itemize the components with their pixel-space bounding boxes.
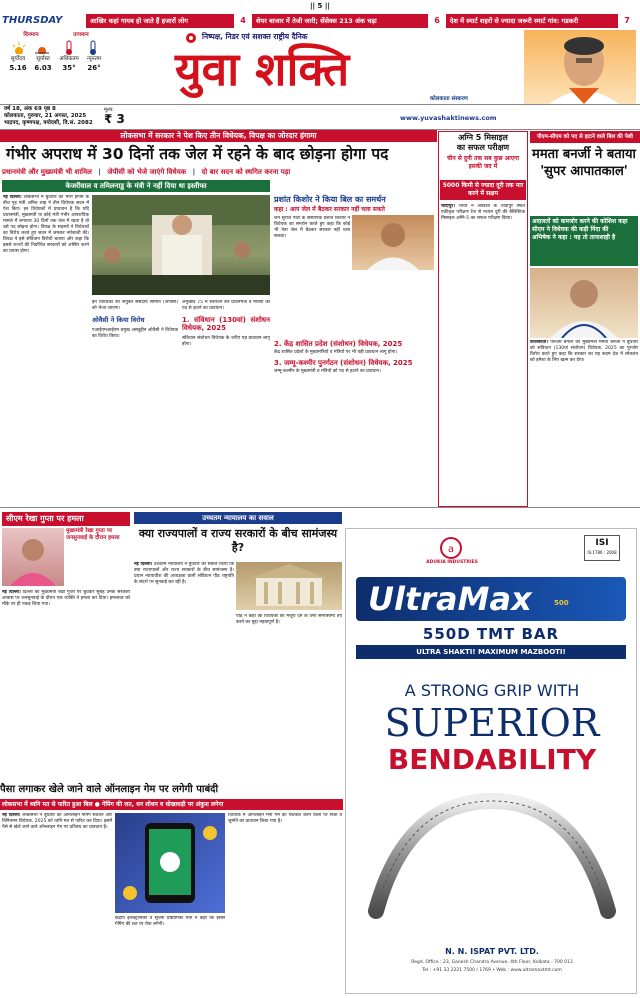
ticker-person-photo bbox=[524, 30, 636, 104]
governor-body: नई दिल्ली। उच्चतम न्यायालय ने बुधवार को सवाल किया कि क्या राज्यपालों और राज्य सरकारों के बीच सामंजस्य है। प्रधान न्यायाधीश की अध्यक्षता वाली संविधान पीठ राष्ट्रपति के संदर्भ पर सुनवाई कर रही है। bbox=[134, 562, 234, 585]
lead-body-col2: इन विधेयकों को संयुक्त संसदीय समिति (जेपीसी) को भेजा जाएगा। ओवैसी ने किया विरोध एआईएमआईएम प्रमुख असदुद्दीन ओवैसी ने विधेयक का विरोध किया। bbox=[92, 300, 178, 339]
col3-head: 1. संविधान (130वां) संशोधन विधेयक, 2025 bbox=[182, 316, 270, 332]
mamata-headline: ममता बनर्जी ने बताया 'सुपर आपातकाल' bbox=[532, 147, 636, 179]
min-label: न्यूनतम bbox=[86, 56, 102, 62]
mamata-subs bbox=[530, 216, 638, 266]
lead-sub-sep2: | bbox=[192, 168, 196, 176]
price-value: ₹ 3 bbox=[104, 112, 125, 126]
gaming-body-1: नई दिल्ली। लोकसभा ने बुधवार को ऑनलाइन गेमिंग संवर्धन और विनियमन विधेयक, 2025 को ध्वनि मत से पारित कर दिया। इसमें पैसे से खेले जाने वाले ऑनलाइन गेम पर प्रतिबंध का प्रावधान है। bbox=[2, 813, 112, 830]
isi-cert: IS:1786 : 2008 bbox=[587, 549, 617, 555]
agni-head-1: अग्नि 5 मिसाइल bbox=[458, 133, 508, 142]
thermometer-icon bbox=[62, 40, 76, 56]
parliament-photo bbox=[92, 195, 270, 295]
advert-line1: A STRONG GRIP WITH bbox=[404, 681, 580, 700]
gaming-headline: पैसा लगाकर खेले जाने वाले ऑनलाइन गेम पर लगेगी पाबंदी bbox=[0, 784, 219, 795]
agni-highlight: 5000 किमी से ज्यादा दूरी तक मार करने में सक्षम bbox=[440, 180, 526, 200]
ticker-2-num: 4 bbox=[236, 14, 250, 28]
prashant-headline: प्रशांत किशोर ने किया बिल का समर्थन bbox=[274, 195, 386, 204]
lead-body-col3: अनुच्छेद 75 में संशोधन कर प्रधानमंत्री व मंत्रियों को पद से हटाने का प्रावधान। 1. संविधान (130वां) संशोधन विधेयक, 2025 संविधान संशोधन विधेयक के जरिए यह प्रावधान लागू होगा। bbox=[182, 300, 270, 347]
lead-subheads bbox=[2, 167, 437, 178]
weather-label-temp: तापमान bbox=[73, 32, 89, 38]
agni-body: चांदीपुर। भारत ने ओडिशा के चांदीपुर स्थित एकीकृत परीक्षण रेंज से मध्यम दूरी की बैलिस्टिक मिसाइल अग्नि-5 का सफल परीक्षण किया। bbox=[441, 204, 525, 221]
prashant-photo bbox=[352, 215, 434, 270]
advert-company: ADUKIA INDUSTRIES bbox=[426, 560, 478, 565]
governor-bar: उच्चतम न्यायालय का सवाल bbox=[134, 512, 342, 524]
advert-line3: BENDABILITY bbox=[387, 743, 597, 776]
lead-body-col1 bbox=[3, 195, 89, 505]
col4-head-2: 3. जम्मू-कश्मीर पुनर्गठन (संशोधन) विधेयक, 2025 bbox=[274, 359, 413, 367]
edition-calendar: भाद्रपद, कृष्णपक्ष, त्रयोदशी, वि.सं. 2082 bbox=[4, 120, 93, 126]
sunrise-icon bbox=[12, 42, 26, 54]
bent-tmt-bar-icon bbox=[366, 791, 618, 941]
gaming-body-2: केंद्रीय इलेक्ट्रॉनिकी व सूचना प्रौद्योगिकी मंत्री ने कहा कि इससे गेमिंग की लत पर रोक लगेगी। bbox=[115, 916, 225, 927]
agni-head-2: का सफल परीक्षण bbox=[456, 143, 510, 152]
sunrise-time: 5.16 bbox=[9, 64, 27, 72]
cm-body: नई दिल्ली। दिल्ली की मुख्यमंत्री रेखा गुप्ता पर बुधवार सुबह उनके सरकारी आवास पर जनसुनवाई के दौरान एक व्यक्ति ने हमला कर दिया। हमलावर को मौके पर ही पकड़ लिया गया। bbox=[2, 590, 130, 607]
min-temp: 26° bbox=[87, 64, 101, 72]
lead-dateline: नई दिल्ली। bbox=[3, 195, 22, 200]
gaming-dateline: नई दिल्ली। bbox=[2, 813, 21, 818]
kolkata-edition: कोलकाता संस्करण bbox=[430, 96, 468, 102]
gaming-photo bbox=[115, 813, 225, 913]
ticker-3[interactable]: देश में स्मार्ट शहरों से ज्यादा जरूरी स्मार्ट गांव: गडकरी bbox=[446, 14, 618, 28]
tagline: निष्पक्ष, निडर एवं सशक्त राष्ट्रीय दैनिक bbox=[202, 32, 308, 41]
lead-sub-3: दो बार सदन को स्थगित करना पड़ा bbox=[201, 168, 291, 176]
sunset-time: 6.03 bbox=[34, 64, 52, 72]
agni-sub: चीन से दुनी तक सब कुछ आएगा इसकी जद में bbox=[446, 155, 520, 170]
isi-mark bbox=[584, 535, 620, 561]
max-label: अधिकतम bbox=[59, 56, 79, 62]
ticker-2[interactable]: शेयर बाजार में तेजी जारी; सेंसेक्स 213 अंक चढ़ा bbox=[252, 14, 428, 28]
mamata-photo bbox=[530, 268, 638, 338]
lead-kicker: लोकसभा में सरकार ने पेश किए तीन विधेयक, विपक्ष का जोरदार हंगामा bbox=[0, 130, 437, 142]
svg-text:a: a bbox=[447, 544, 455, 555]
mamata-body: कोलकाता। पश्चिम बंगाल की मुख्यमंत्री ममता बनर्जी ने बुधवार को संविधान (130वां संशोधन) विधेयक, 2025 का पुरजोर विरोध करते हुए कहा कि सरकार का यह कदम देश में लोकतंत्र को हमेशा के लिए खत्म कर देगा। bbox=[530, 340, 638, 363]
brand-title: युवा शक्ति bbox=[175, 42, 350, 96]
col2-head: ओवैसी ने किया विरोध bbox=[92, 316, 145, 324]
weather-label-day: दिनमान bbox=[23, 32, 39, 38]
advert-brand: UltraMax bbox=[368, 580, 532, 618]
agni-dateline: चांदीपुर। bbox=[441, 204, 455, 209]
advert-panel[interactable] bbox=[345, 528, 637, 994]
adukia-logo-icon bbox=[438, 537, 464, 559]
prashant-kicker: कहा : आप जेल में बैठकर सरकार नहीं चला सकते bbox=[274, 206, 385, 213]
advert-line2: SUPERIOR bbox=[384, 701, 600, 745]
lead-sub-2: जेपीसी को भेजे जाएंगे विधेयक bbox=[107, 168, 187, 176]
advert-firm: N. N. ISPAT PVT. LTD. bbox=[445, 947, 539, 956]
advert-address: Regd. Office : 23, Ganesh Chandra Avenue, 4th Floor, Kolkata - 700 013 bbox=[411, 960, 573, 965]
cm-headline: सीएम रेखा गुप्ता पर हमला bbox=[2, 512, 130, 526]
advert-slogan: ULTRA SHAKTI! MAXIMUM MAZBOOTI! bbox=[356, 645, 626, 659]
cm-subhead: मुख्यमंत्री रेखा गुप्ता पर जनसुनवाई के दौरान हमला bbox=[66, 528, 120, 541]
gaming-sub: लोकसभा में ध्वनि मत से पारित हुआ बिल ● गेमिंग की लत, धन शोधन व धोखाधड़ी पर अंकुश लगेगा bbox=[0, 799, 343, 810]
cold-icon bbox=[86, 40, 100, 56]
lead-body-col4: 2. केंद्र शासित प्रदेश (संशोधन) विधेयक, 2025 केंद्र शासित प्रदेशों के मुख्यमंत्रियों व मंत्रियों पर भी यही प्रावधान लागू होगा। 3. जम्मू-कश्मीर पुनर्गठन (संशोधन) विधेयक, 2025 जम्मू-कश्मीर के मुख्यमंत्री व मंत्रियों को पद से हटाने का प्रावधान। bbox=[274, 338, 434, 505]
governor-body-2: पीठ ने कहा कि विधेयकों को मंजूरी देने के लिए समयसीमा तय करने का मुद्दा महत्वपूर्ण है। bbox=[236, 614, 342, 625]
governor-dateline: नई दिल्ली। bbox=[134, 562, 153, 567]
sunset-label: सूर्यास्त bbox=[36, 56, 50, 62]
ticker-1[interactable]: आखिर कहां गायब हो जाते हैं हजारों लोग bbox=[86, 14, 234, 28]
mamata-sub-1: अदालतों को कमजोर करने की कोशिश कहा bbox=[532, 218, 628, 225]
col4-head-1: 2. केंद्र शासित प्रदेश (संशोधन) विधेयक, 2025 bbox=[274, 340, 403, 348]
cm-dateline: नई दिल्ली। bbox=[2, 590, 21, 595]
price-label: मूल्य: bbox=[104, 107, 114, 113]
lead-greenbar: केजरीवाल व तमिलनाडु के मंत्री ने नहीं दिया था इस्तीफा bbox=[2, 180, 270, 192]
advert-brand-suffix: 500 bbox=[554, 599, 569, 607]
mamata-kicker: पीएम-सीएम को पद से हटाने वाले बिल की पेशी bbox=[530, 131, 640, 143]
advert-product: 550D TMT BAR bbox=[422, 625, 560, 643]
weather-box bbox=[4, 32, 108, 102]
ticker-4-num: 7 bbox=[620, 14, 634, 28]
advert-contact[interactable]: Tel : +91 33 2221 7500 / 1769 • Web : www.ultramaxtmt.com bbox=[422, 968, 562, 973]
masthead-infobar bbox=[0, 104, 640, 130]
fold-rule bbox=[0, 507, 640, 508]
mamata-sub-2: सीएम ने विधेयक की कड़ी निंदा की bbox=[532, 226, 609, 233]
edition-info bbox=[4, 106, 93, 127]
governor-headline: क्या राज्यपालों व राज्य सरकारों के बीच सामंजस्य है? bbox=[138, 527, 338, 554]
page-number: || 5 || bbox=[310, 2, 330, 10]
lead-sub-1: प्रधानमंत्री और मुख्यमंत्री भी शामिल bbox=[2, 168, 92, 176]
sunrise-label: सूर्योदय bbox=[10, 56, 26, 62]
lead-sub-sep1: | bbox=[98, 168, 101, 176]
court-photo bbox=[236, 562, 342, 610]
mamata-sub-3: अभिषेक ने कहा : यह तो तानाशाही है bbox=[532, 234, 616, 241]
website[interactable]: www.yuvashaktinews.com bbox=[400, 114, 497, 122]
ticker-3-num: 6 bbox=[430, 14, 444, 28]
lead-body: लोकसभा में बुधवार को भारी हंगामे के बीच गृह मंत्री अमित शाह ने तीन विधेयक सदन में पेश किए। इन विधेयकों में प्रावधान है कि यदि प्रधानमंत्री, मुख्यमंत्री या कोई मंत्री गंभीर आपराधिक मामले में लगातार 30 दिनों तक जेल में रहता है तो उसे पद छोड़ना होगा। विपक्ष के सदस्यों ने विधेयकों का विरोध करते हुए सदन में जमकर नारेबाजी की। विपक्ष ने इसे संविधान विरोधी बताया और कहा कि इससे राज्यों की निर्वाचित सरकारों को अस्थिर करने का प्रयास होगा। bbox=[3, 195, 89, 254]
cm-photo bbox=[2, 528, 64, 586]
gaming-body-3: विधेयक में ऑनलाइन मनी गेम की पेशकश करने वालों पर सजा व जुर्माने का प्रावधान किया गया है। bbox=[228, 813, 342, 824]
day-label: THURSDAY bbox=[2, 15, 63, 26]
lead-headline: गंभीर अपराध में 30 दिनों तक जेल में रहने के बाद छोड़ना होगा पद bbox=[6, 145, 389, 163]
max-temp: 35° bbox=[62, 64, 76, 72]
sunset-icon bbox=[35, 42, 49, 54]
isi-glyph: ISI bbox=[595, 538, 609, 548]
mamata-dateline: कोलकाता। bbox=[530, 340, 549, 345]
edition-volume: वर्ष 18, अंक 69 पृष्ठ 8 bbox=[4, 106, 56, 112]
prashant-body: जन सुराज पार्टी के संस्थापक प्रशांत किशोर ने विधेयक का समर्थन करते हुए कहा कि कोई भी नेता जेल में बैठकर सरकार नहीं चला सकता। bbox=[274, 216, 350, 239]
edition-date: कोलकाता, गुरुवार, 21 अगस्त, 2025 bbox=[4, 113, 87, 119]
